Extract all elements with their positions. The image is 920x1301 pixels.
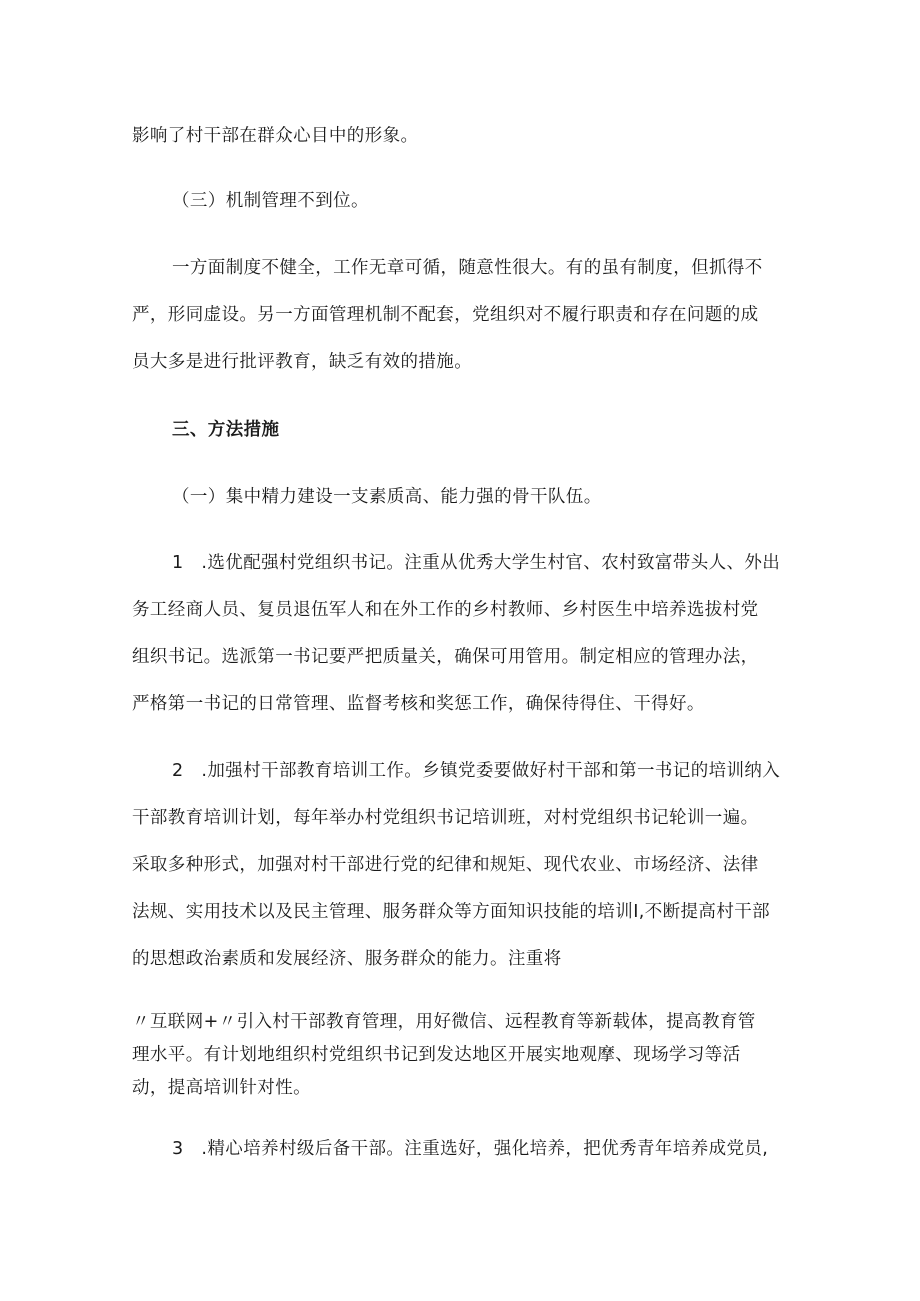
paragraph-line: 严格第一书记的日常管理、监督考核和奖惩工作，确保待得住、干得好。 (132, 694, 705, 714)
paragraph-line: 3 .精心培养村级后备干部。注重选好，强化培养，把优秀青年培养成党员, (172, 1139, 769, 1159)
paragraph-line: 务工经商人员、复员退伍军人和在外工作的乡村教师、乡村医生中培养选拔村党 (132, 600, 759, 620)
section-heading: 三、方法措施 (172, 420, 280, 440)
paragraph-line: 理水平。有计划地组织村党组织书记到发达地区开展实地观摩、现场学习等活 (132, 1045, 741, 1065)
paragraph-line: 组织书记。选派第一书记要严把质量关，确保可用管用。制定相应的管理办法， (132, 647, 759, 667)
paragraph-line: 员大多是进行批评教育，缺乏有效的措施。 (132, 352, 473, 372)
subsection-heading: （三）机制管理不到位。 (172, 191, 369, 211)
paragraph-line: 干部教育培训计划，每年举办村党组织书记培训班，对村党组织书记轮训一遍。 (132, 808, 759, 828)
paragraph-line: 采取多种形式，加强对村干部进行党的纪律和规矩、现代农业、市场经济、法律 (132, 855, 759, 875)
paragraph-line: 法规、实用技术以及民主管理、服务群众等方面知识技能的培训I,不断提高村干部 (132, 902, 771, 922)
paragraph-line: 严，形同虚设。另一方面管理机制不配套，党组织对不履行职责和存在问题的成 (132, 305, 759, 325)
paragraph-line: 2 .加强村干部教育培训工作。乡镇党委要做好村干部和第一书记的培训纳入 (172, 761, 781, 781)
paragraph-line: 一方面制度不健全，工作无章可循，随意性很大。有的虽有制度，但抓得不 (172, 258, 763, 278)
subsection-heading: （一）集中精力建设一支素质高、能力强的骨干队伍。 (172, 487, 602, 507)
paragraph-line: 动，提高培训针对性。 (132, 1078, 311, 1098)
paragraph-line: 影响了村干部在群众心目中的形象。 (132, 126, 419, 146)
paragraph-line: 1 .选优配强村党组织书记。注重从优秀大学生村官、农村致富带头人、外出 (172, 553, 781, 573)
paragraph-line: 〃互联网+〃引入村干部教育管理，用好微信、远程教育等新载体，提高教育管 (132, 1012, 756, 1032)
paragraph-line: 的思想政治素质和发展经济、服务群众的能力。注重将 (132, 949, 562, 969)
